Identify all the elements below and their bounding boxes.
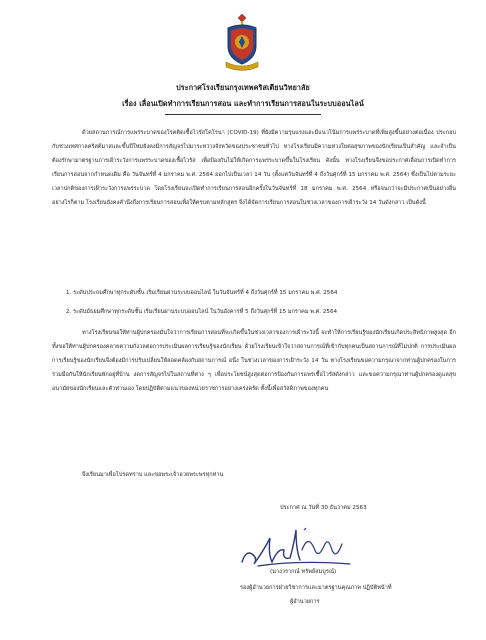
body-paragraph-1: ด้วยสถานการณ์การแพร่ระบาดของโรคติดเชื้อไวรัสโคโรนา (COVID-19) ที่ยังมีความรุนแรงและมีแนวโน้มการแพร่ระบาดที่เพิ่มสูงขึ้นอย่างต่อเนื่อง ประกอบกับช่วงเทศกาลคริสต์มาสและขึ้นปีใหม่ยังคงมีการสัญจรไปมาระหว่างจังหวัดของประชาชนทั่วไป ทางโรงเรียนมีความห่วงใยต่อสุขภาพของนักเรียนเป็นสำคัญ และจำเป็นต้องรักษามาตรฐานการเฝ้าระวังการแพร่ระบาดของเชื้อไวรัส เพื่อป้องกันไม่ให้เกิดการแพร่ระบาดขึ้นในโรงเรียน ดังนั้น ทางโรงเรียนจึงขอประกาศเลื่อนการเปิดทำการเรียนการสอนจากกำหนดเดิม คือ วันจันทร์ที่ 4 มกราคม พ.ศ. 2564 ออกไปเป็นเวลา 14 วัน (ตั้งแต่วันจันทร์ที่ 4 ถึงวันศุกร์ที่ 15 มกราคม พ.ศ. 2564) ซึ่งเป็นไปตามระยะเวลาปกติของการเฝ้าระวังการแพร่ระบาด โดยโรงเรียนจะเปิดทำการเรียนการสอนอีกครั้งในวันจันทร์ที่ 18 มกราคม พ.ศ. 2564 หรือจนกว่าจะมีประกาศเป็นอย่างอื่น อย่างไรก็ตาม โรงเรียนยังคงคำนึงถึงการเรียนการสอนเพื่อให้ครบตามหลักสูตร จึงได้จัดการเรียนการสอนในช่วงเวลาของการเฝ้าระวัง 14 วันดังกล่าว เป็นดังนี้ — [52, 130, 456, 206]
title-underline — [165, 114, 321, 115]
announcement-date: ประกาศ ณ วันที่ 30 ธันวาคม 2563 — [280, 505, 367, 511]
list-item: 2. ระดับมัธยมศึกษาทุกระดับชั้น เริ่มเรียนผ่านระบบออนไลน์ ในวันอังคารที่ 5 ถึงวันศุกร์ที่ 15 มกราคม พ.ศ. 2564 — [66, 309, 338, 315]
closing-paragraph: จึงเรียนมาเพื่อโปรดทราบ และขอพระเจ้าอวยพระพรทุกท่าน — [82, 472, 224, 478]
handwritten-signature — [238, 520, 358, 570]
body-paragraph-2: ทางโรงเรียนขอให้ท่านผู้ปกครองมั่นใจว่าการเรียนการสอนที่จะเกิดขึ้นในช่วงเวลาของการเฝ้าระวังนี้ จะทำให้การเรียนรู้ของนักเรียนเกิดประสิทธิภาพสูงสุด อีกทั้งขอให้ท่านผู้ปกครองคลายความกังวลต่อการประเมินผลการเรียนรู้ของนักเรียน ด้วยโรงเรียนเข้าใจว่าสถานการณ์ที่เข้ากับทุกคนเป็นสถานการณ์ที่ไม่ปกติ การประเมินผลการเรียนรู้ของนักเรียนจึงต้องมีการปรับเปลี่ยนให้สอดคล้องกับสถานการณ์ อนึ่ง ในช่วงเวลาของการเฝ้าระวัง 14 วัน ทางโรงเรียนขอความกรุณาจากท่านผู้ปกครองในการร่วมมือกันให้นักเรียนพักอยู่ที่บ้าน งดการสัญจรไปในสถานที่ต่าง ๆ เพื่อประโยชน์สูงสุดต่อการป้องกันการแพร่เชื้อไวรัสดังกล่าว และขอความกรุณาท่านผู้ปกครองดูแลสุขอนามัยของนักเรียนและตัวท่านเอง โดยปฏิบัติตามแนวของหน่วยราชการอย่างเคร่งครัด ทั้งนี้เพื่อสวัสดิภาพของทุกคน — [52, 330, 456, 392]
document-title: ประกาศโรงเรียนกรุงเทพคริสเตียนวิทยาลัย — [176, 83, 310, 92]
signer-name: (นางวรากณ์ ทรัพย์สมบูรณ์) — [270, 569, 337, 575]
list-item: 1. ระดับประถมศึกษาทุกระดับชั้น เริ่มเรียนผ่านระบบออนไลน์ ในวันจันทร์ที่ 4 ถึงวันศุกร์ที่ 15 มกราคม พ.ศ. 2564 — [66, 290, 338, 296]
schedule-list — [66, 286, 456, 324]
signer-position-2: ผู้อำนวยการ — [290, 599, 320, 605]
school-crest-icon — [222, 12, 262, 72]
signer-position: รองผู้อำนวยการฝ่ายวิชาการและมาตรฐานคุณภาพ ปฏิบัติหน้าที่ — [240, 585, 392, 591]
document-subject: เรื่อง เลื่อนเปิดทำการเรียนการสอน และทำการเรียนการสอนในระบบออนไลน์ — [122, 99, 364, 108]
